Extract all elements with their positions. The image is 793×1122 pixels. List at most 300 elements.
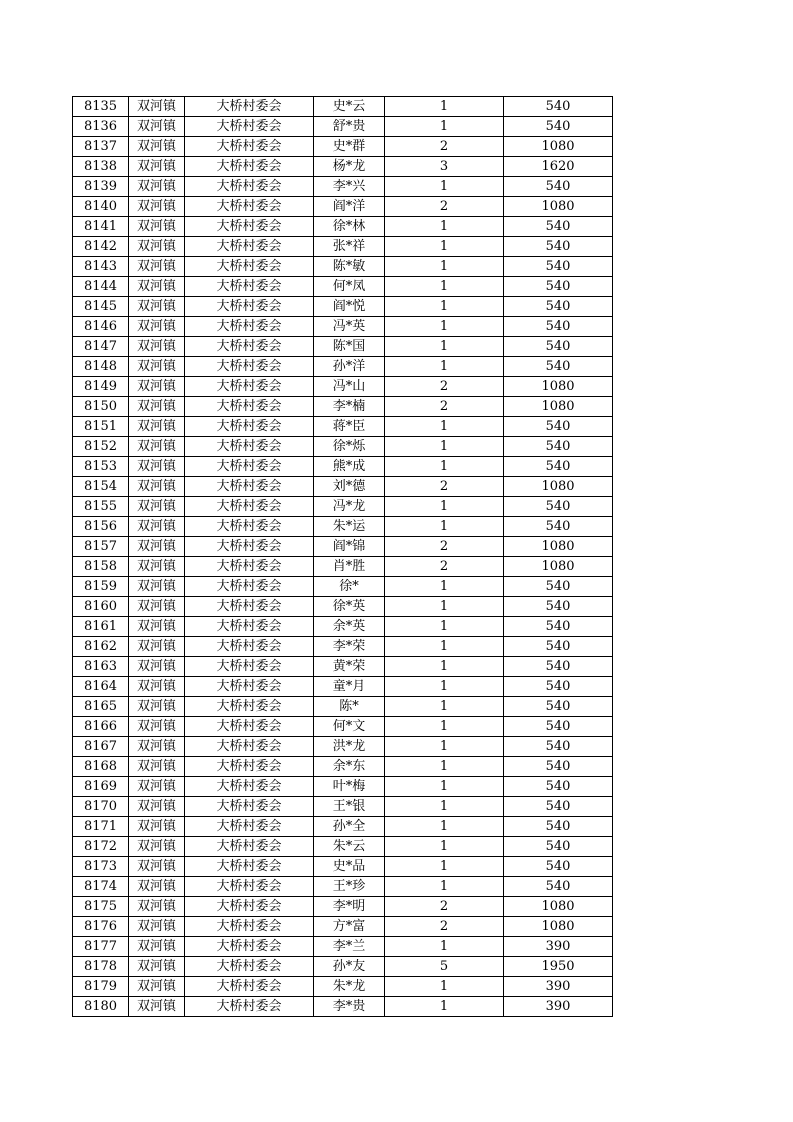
name-cell: 何*凤 [314,277,385,297]
person-count-cell: 1 [385,317,504,337]
table-row [73,957,613,977]
town-cell: 双河镇 [129,557,185,577]
table-row [73,217,613,237]
row-number-cell: 8151 [73,417,129,437]
name-cell: 洪*龙 [314,737,385,757]
person-count-cell: 1 [385,97,504,117]
row-number-cell: 8164 [73,677,129,697]
row-number-cell: 8145 [73,297,129,317]
amount-cell: 540 [504,757,613,777]
town-cell: 双河镇 [129,277,185,297]
table-row [73,297,613,317]
person-count-cell: 1 [385,757,504,777]
roster-table-body [73,97,613,1017]
table-row [73,397,613,417]
table-row [73,557,613,577]
person-count-cell: 2 [385,477,504,497]
table-row [73,817,613,837]
name-cell: 何*文 [314,717,385,737]
row-number-cell: 8160 [73,597,129,617]
person-count-cell: 1 [385,357,504,377]
amount-cell: 540 [504,657,613,677]
amount-cell: 540 [504,457,613,477]
table-row [73,157,613,177]
amount-cell: 390 [504,977,613,997]
table-row [73,317,613,337]
table-row [73,237,613,257]
town-cell: 双河镇 [129,937,185,957]
table-row [73,517,613,537]
amount-cell: 540 [504,177,613,197]
village-committee-cell: 大桥村委会 [185,677,314,697]
table-row [73,757,613,777]
town-cell: 双河镇 [129,877,185,897]
village-committee-cell: 大桥村委会 [185,97,314,117]
table-row [73,477,613,497]
amount-cell: 1950 [504,957,613,977]
row-number-cell: 8139 [73,177,129,197]
name-cell: 史*云 [314,97,385,117]
person-count-cell: 1 [385,417,504,437]
amount-cell: 540 [504,777,613,797]
table-row [73,137,613,157]
table-row [73,897,613,917]
name-cell: 阎*锦 [314,537,385,557]
person-count-cell: 1 [385,817,504,837]
amount-cell: 540 [504,277,613,297]
amount-cell: 1620 [504,157,613,177]
table-row [73,877,613,897]
village-committee-cell: 大桥村委会 [185,477,314,497]
row-number-cell: 8149 [73,377,129,397]
row-number-cell: 8178 [73,957,129,977]
row-number-cell: 8170 [73,797,129,817]
amount-cell: 540 [504,117,613,137]
town-cell: 双河镇 [129,697,185,717]
table-row [73,977,613,997]
town-cell: 双河镇 [129,897,185,917]
village-committee-cell: 大桥村委会 [185,417,314,437]
table-row [73,737,613,757]
person-count-cell: 1 [385,617,504,637]
amount-cell: 540 [504,417,613,437]
village-committee-cell: 大桥村委会 [185,397,314,417]
table-row [73,857,613,877]
village-committee-cell: 大桥村委会 [185,177,314,197]
town-cell: 双河镇 [129,337,185,357]
row-number-cell: 8173 [73,857,129,877]
village-committee-cell: 大桥村委会 [185,657,314,677]
amount-cell: 540 [504,97,613,117]
town-cell: 双河镇 [129,477,185,497]
amount-cell: 540 [504,817,613,837]
village-committee-cell: 大桥村委会 [185,577,314,597]
row-number-cell: 8142 [73,237,129,257]
table-row [73,677,613,697]
amount-cell: 1080 [504,377,613,397]
amount-cell: 540 [504,257,613,277]
name-cell: 李*兰 [314,937,385,957]
name-cell: 徐*烁 [314,437,385,457]
amount-cell: 1080 [504,197,613,217]
row-number-cell: 8156 [73,517,129,537]
table-row [73,637,613,657]
table-row [73,197,613,217]
amount-cell: 540 [504,437,613,457]
name-cell: 朱*云 [314,837,385,857]
village-committee-cell: 大桥村委会 [185,457,314,477]
village-committee-cell: 大桥村委会 [185,557,314,577]
village-committee-cell: 大桥村委会 [185,337,314,357]
village-committee-cell: 大桥村委会 [185,117,314,137]
name-cell: 杨*龙 [314,157,385,177]
village-committee-cell: 大桥村委会 [185,197,314,217]
person-count-cell: 2 [385,537,504,557]
amount-cell: 540 [504,357,613,377]
person-count-cell: 1 [385,237,504,257]
name-cell: 朱*龙 [314,977,385,997]
name-cell: 童*月 [314,677,385,697]
row-number-cell: 8175 [73,897,129,917]
town-cell: 双河镇 [129,977,185,997]
person-count-cell: 2 [385,397,504,417]
name-cell: 黄*荣 [314,657,385,677]
person-count-cell: 3 [385,157,504,177]
table-row [73,917,613,937]
row-number-cell: 8147 [73,337,129,357]
row-number-cell: 8163 [73,657,129,677]
name-cell: 王*珍 [314,877,385,897]
row-number-cell: 8153 [73,457,129,477]
town-cell: 双河镇 [129,917,185,937]
person-count-cell: 2 [385,917,504,937]
name-cell: 史*品 [314,857,385,877]
village-committee-cell: 大桥村委会 [185,497,314,517]
village-committee-cell: 大桥村委会 [185,237,314,257]
row-number-cell: 8180 [73,997,129,1017]
village-committee-cell: 大桥村委会 [185,917,314,937]
town-cell: 双河镇 [129,417,185,437]
name-cell: 余*东 [314,757,385,777]
village-committee-cell: 大桥村委会 [185,277,314,297]
amount-cell: 540 [504,637,613,657]
town-cell: 双河镇 [129,117,185,137]
village-committee-cell: 大桥村委会 [185,257,314,277]
village-committee-cell: 大桥村委会 [185,877,314,897]
name-cell: 蒋*臣 [314,417,385,437]
town-cell: 双河镇 [129,577,185,597]
town-cell: 双河镇 [129,817,185,837]
row-number-cell: 8174 [73,877,129,897]
person-count-cell: 1 [385,337,504,357]
amount-cell: 540 [504,317,613,337]
row-number-cell: 8159 [73,577,129,597]
row-number-cell: 8140 [73,197,129,217]
row-number-cell: 8141 [73,217,129,237]
town-cell: 双河镇 [129,197,185,217]
village-committee-cell: 大桥村委会 [185,617,314,637]
table-row [73,717,613,737]
town-cell: 双河镇 [129,457,185,477]
table-row [73,417,613,437]
town-cell: 双河镇 [129,437,185,457]
name-cell: 陈* [314,697,385,717]
town-cell: 双河镇 [129,737,185,757]
town-cell: 双河镇 [129,997,185,1017]
row-number-cell: 8168 [73,757,129,777]
person-count-cell: 2 [385,197,504,217]
village-committee-cell: 大桥村委会 [185,757,314,777]
village-committee-cell: 大桥村委会 [185,597,314,617]
amount-cell: 540 [504,217,613,237]
amount-cell: 540 [504,617,613,637]
person-count-cell: 1 [385,797,504,817]
row-number-cell: 8157 [73,537,129,557]
town-cell: 双河镇 [129,497,185,517]
name-cell: 方*富 [314,917,385,937]
village-committee-cell: 大桥村委会 [185,817,314,837]
table-row [73,597,613,617]
amount-cell: 540 [504,797,613,817]
name-cell: 王*银 [314,797,385,817]
person-count-cell: 1 [385,497,504,517]
town-cell: 双河镇 [129,777,185,797]
village-committee-cell: 大桥村委会 [185,437,314,457]
table-row [73,177,613,197]
name-cell: 熊*成 [314,457,385,477]
row-number-cell: 8162 [73,637,129,657]
row-number-cell: 8136 [73,117,129,137]
village-committee-cell: 大桥村委会 [185,537,314,557]
table-row [73,657,613,677]
name-cell: 李*明 [314,897,385,917]
table-row [73,257,613,277]
town-cell: 双河镇 [129,377,185,397]
amount-cell: 540 [504,877,613,897]
row-number-cell: 8150 [73,397,129,417]
name-cell: 李*兴 [314,177,385,197]
amount-cell: 540 [504,837,613,857]
name-cell: 朱*运 [314,517,385,537]
town-cell: 双河镇 [129,317,185,337]
name-cell: 肖*胜 [314,557,385,577]
amount-cell: 540 [504,517,613,537]
person-count-cell: 1 [385,777,504,797]
village-committee-cell: 大桥村委会 [185,977,314,997]
village-committee-cell: 大桥村委会 [185,157,314,177]
name-cell: 李*楠 [314,397,385,417]
row-number-cell: 8158 [73,557,129,577]
name-cell: 余*英 [314,617,385,637]
name-cell: 徐*林 [314,217,385,237]
person-count-cell: 1 [385,677,504,697]
town-cell: 双河镇 [129,537,185,557]
row-number-cell: 8138 [73,157,129,177]
person-count-cell: 2 [385,557,504,577]
town-cell: 双河镇 [129,357,185,377]
table-row [73,617,613,637]
row-number-cell: 8177 [73,937,129,957]
amount-cell: 540 [504,697,613,717]
table-row [73,437,613,457]
row-number-cell: 8137 [73,137,129,157]
table-row [73,997,613,1017]
row-number-cell: 8176 [73,917,129,937]
town-cell: 双河镇 [129,397,185,417]
amount-cell: 1080 [504,137,613,157]
town-cell: 双河镇 [129,597,185,617]
amount-cell: 540 [504,717,613,737]
table-row [73,337,613,357]
row-number-cell: 8135 [73,97,129,117]
person-count-cell: 1 [385,597,504,617]
town-cell: 双河镇 [129,757,185,777]
row-number-cell: 8161 [73,617,129,637]
village-committee-cell: 大桥村委会 [185,637,314,657]
table-row [73,777,613,797]
town-cell: 双河镇 [129,657,185,677]
person-count-cell: 1 [385,937,504,957]
person-count-cell: 1 [385,117,504,137]
amount-cell: 1080 [504,477,613,497]
amount-cell: 540 [504,497,613,517]
village-committee-cell: 大桥村委会 [185,997,314,1017]
town-cell: 双河镇 [129,797,185,817]
table-row [73,577,613,597]
person-count-cell: 1 [385,737,504,757]
row-number-cell: 8143 [73,257,129,277]
row-number-cell: 8154 [73,477,129,497]
village-committee-cell: 大桥村委会 [185,697,314,717]
village-committee-cell: 大桥村委会 [185,517,314,537]
amount-cell: 1080 [504,397,613,417]
name-cell: 徐* [314,577,385,597]
row-number-cell: 8179 [73,977,129,997]
table-row [73,377,613,397]
table-row [73,117,613,137]
table-row [73,97,613,117]
village-committee-cell: 大桥村委会 [185,137,314,157]
table-row [73,697,613,717]
name-cell: 陈*敏 [314,257,385,277]
person-count-cell: 1 [385,997,504,1017]
name-cell: 孙*洋 [314,357,385,377]
person-count-cell: 1 [385,257,504,277]
table-row [73,797,613,817]
town-cell: 双河镇 [129,957,185,977]
village-committee-cell: 大桥村委会 [185,297,314,317]
name-cell: 徐*英 [314,597,385,617]
name-cell: 叶*梅 [314,777,385,797]
town-cell: 双河镇 [129,157,185,177]
person-count-cell: 1 [385,977,504,997]
amount-cell: 540 [504,337,613,357]
village-committee-cell: 大桥村委会 [185,897,314,917]
village-committee-cell: 大桥村委会 [185,797,314,817]
row-number-cell: 8165 [73,697,129,717]
village-committee-cell: 大桥村委会 [185,837,314,857]
table-row [73,277,613,297]
amount-cell: 540 [504,597,613,617]
person-count-cell: 1 [385,457,504,477]
village-committee-cell: 大桥村委会 [185,317,314,337]
person-count-cell: 1 [385,577,504,597]
person-count-cell: 1 [385,877,504,897]
name-cell: 李*贵 [314,997,385,1017]
town-cell: 双河镇 [129,857,185,877]
person-count-cell: 1 [385,717,504,737]
row-number-cell: 8152 [73,437,129,457]
table-row [73,537,613,557]
name-cell: 阎*洋 [314,197,385,217]
row-number-cell: 8146 [73,317,129,337]
name-cell: 舒*贵 [314,117,385,137]
row-number-cell: 8166 [73,717,129,737]
row-number-cell: 8171 [73,817,129,837]
village-committee-cell: 大桥村委会 [185,737,314,757]
name-cell: 刘*德 [314,477,385,497]
town-cell: 双河镇 [129,677,185,697]
amount-cell: 390 [504,937,613,957]
amount-cell: 540 [504,577,613,597]
town-cell: 双河镇 [129,237,185,257]
person-count-cell: 1 [385,697,504,717]
name-cell: 李*荣 [314,637,385,657]
name-cell: 史*群 [314,137,385,157]
amount-cell: 1080 [504,557,613,577]
name-cell: 冯*龙 [314,497,385,517]
amount-cell: 540 [504,237,613,257]
person-count-cell: 2 [385,897,504,917]
person-count-cell: 1 [385,177,504,197]
amount-cell: 540 [504,737,613,757]
name-cell: 孙*友 [314,957,385,977]
amount-cell: 1080 [504,917,613,937]
person-count-cell: 1 [385,857,504,877]
town-cell: 双河镇 [129,137,185,157]
amount-cell: 390 [504,997,613,1017]
village-committee-cell: 大桥村委会 [185,717,314,737]
amount-cell: 1080 [504,537,613,557]
village-committee-cell: 大桥村委会 [185,777,314,797]
person-count-cell: 2 [385,377,504,397]
village-committee-cell: 大桥村委会 [185,857,314,877]
table-row [73,457,613,477]
person-count-cell: 5 [385,957,504,977]
village-committee-cell: 大桥村委会 [185,937,314,957]
person-count-cell: 1 [385,517,504,537]
person-count-cell: 2 [385,137,504,157]
row-number-cell: 8144 [73,277,129,297]
name-cell: 张*祥 [314,237,385,257]
village-committee-cell: 大桥村委会 [185,957,314,977]
person-count-cell: 1 [385,437,504,457]
village-committee-cell: 大桥村委会 [185,217,314,237]
amount-cell: 540 [504,297,613,317]
table-row [73,937,613,957]
town-cell: 双河镇 [129,837,185,857]
name-cell: 阎*悦 [314,297,385,317]
person-count-cell: 1 [385,277,504,297]
town-cell: 双河镇 [129,637,185,657]
row-number-cell: 8169 [73,777,129,797]
table-row [73,497,613,517]
person-count-cell: 1 [385,837,504,857]
town-cell: 双河镇 [129,177,185,197]
person-count-cell: 1 [385,297,504,317]
person-count-cell: 1 [385,217,504,237]
name-cell: 冯*英 [314,317,385,337]
